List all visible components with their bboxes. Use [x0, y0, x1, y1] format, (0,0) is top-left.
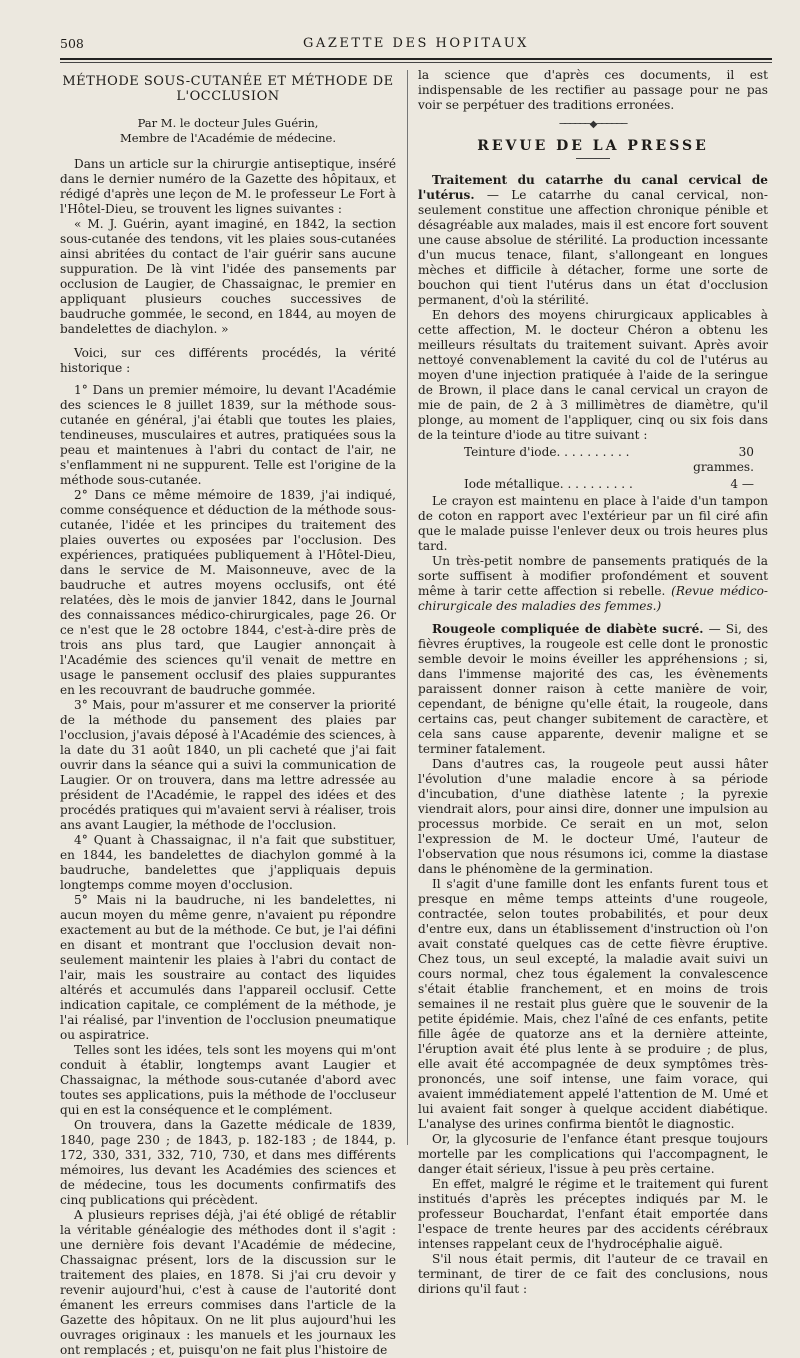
- paragraph: Voici, sur ces différents procédés, la vérité historique :: [60, 346, 396, 375]
- page-header: [60, 30, 772, 60]
- formula-value: 4 —: [730, 477, 754, 491]
- paragraph: On trouvera, dans la Gazette médicale de 1839, 1840, page 230 ; de 1843, p. 182-183 ; de 1844, p. 172, 330, 331, 332, 710, 730, et dans mes différents mémoires, lus devant les Académies des sciences et de médecine, tous les documents confirmatifs des cinq publications qui précèdent.: [60, 1118, 396, 1207]
- article-title: Rougeole compliquée de diabète sucré.: [432, 622, 704, 636]
- continuation-paragraph: la science que d'après ces documents, il est indispensable de les rectifier au passage pour ne pas voir se perpétuer des traditions erronées.: [418, 68, 768, 112]
- article-paragraph: Or, la glycosurie de l'enfance étant presque toujours mortelle par les complications qui l'accompagnent, le danger était sérieux, l'issue à peu près certaine.: [418, 1132, 768, 1176]
- column-divider: [407, 70, 408, 1145]
- author-line: Par M. le docteur Jules Guérin,: [137, 116, 319, 130]
- journal-title: GAZETTE DES HOPITAUX: [303, 36, 529, 51]
- article-title: Traitement du catarrhe du canal cervical de l'utérus.: [418, 173, 768, 202]
- article-title: MÉTHODE SOUS-CUTANÉE ET MÉTHODE DE L'OCCLUSION: [62, 74, 394, 104]
- article-paragraph: En effet, malgré le régime et le traitement qui furent institués d'après les préceptes indiqués par M. le professeur Bouchardat, l'enfant était emportée dans l'espace de trente heures par des accidents cérébraux intenses rappelant ceux de l'hydrocéphalie aiguë.: [418, 1177, 768, 1251]
- article-text: Un très-petit nombre de pansements pratiqués de la sorte suffisent à modifier profondément et souvent même à tarir cette affection si rebelle.: [418, 554, 768, 598]
- paragraph: 2° Dans ce même mémoire de 1839, j'ai indiqué, comme conséquence et déduction de la méthode sous-cutanée, l'idée et les principes du traitement des plaies ouvertes ou exposées par l'occlusion. Des expériences, pratiquées publiquement à l'Hôtel-Dieu, dans le service de M. Maisonneuve, avec de la baudruche et autres moyens occlusifs, ont été relatées, dès le mois de janvier 1842, dans le Journal des connaissances médico-chirurgicales, page 26. Or ce n'est que le 28 octobre 1844, c'est-à-dire près de trois ans plus tard, que Laugier annonçait à l'Académie des sciences qu'il venait de mettre en usage le pansement occlusif des plaies suppurantes en les recouvrant de baudruche gommée.: [60, 488, 396, 697]
- formula-label: Teinture d'iode. . . . . . . . . .: [464, 445, 630, 459]
- formula-value: 30 grammes.: [693, 445, 754, 474]
- ornament-rule: ──────◆──────: [559, 119, 627, 130]
- article-text: — Si, des fièvres éruptives, la rougeole est celle dont le pronostic semble devoir le moins éveiller les appréhensions ; si, dans l'immense majorité des cas, les évènements paraissent donner raison à cette manière de voir, cependant, de bénigne qu'elle était, la rougeole, dans certains cas, peut changer subitement de caractère, et cela sans cause apparente, devenir maligne et se terminer fatalement.: [418, 622, 768, 756]
- paragraph: 3° Mais, pour m'assurer et me conserver la priorité de la méthode du pansement des plaies par l'occlusion, j'avais déposé à l'Académie des sciences, à la date du 31 août 1840, un pli cacheté que j'ai fait ouvrir dans la séance qui a suivi la communication de Laugier. Or on trouvera, dans ma lettre adressée au président de l'Académie, le rappel des idées et des procédés pratiques qui m'avaient servi à réaliser, trois ans avant Laugier, la méthode de l'occlusion.: [60, 698, 396, 832]
- quote-paragraph: « M. J. Guérin, ayant imaginé, en 1842, la section sous-cutanée des tendons, vit les plaies sous-cutanées ainsi abritées du contact de l'air guérir sans aucune suppuration. De là vint l'idée des pansements par occlusion de Laugier, de Chassaignac, le premier en appliquant plusieurs couches successives de baudruche gommée, le second, en 1844, au moyen de bandelettes de diachylon. »: [60, 217, 396, 336]
- paragraph: Dans un article sur la chirurgie antiseptique, inséré dans le dernier numéro de la Gazette des hôpitaux, et rédigé d'après une leçon de M. le professeur Le Fort à l'Hôtel-Dieu, se trouvent les lignes suivantes :: [60, 157, 396, 216]
- paragraph: 5° Mais ni la baudruche, ni les bandelettes, ni aucun moyen du même genre, n'avaient pu répondre exactement au but de la méthode. Ce but, je l'ai défini en disant et montrant que l'occlusion devait non-seulement maintenir les plaies à l'abri du contact de l'air, mais les soustraire au contact des liquides altérés et accumulés dans l'appareil occlusif. Cette indication capitale, ce complément de la méthode, je l'ai réalisé, par l'invention de l'occlusion pneumatique ou aspiratrice.: [60, 893, 396, 1042]
- article-paragraph: Dans d'autres cas, la rougeole peut aussi hâter l'évolution d'une maladie encore à sa période d'incubation, d'une diathèse latente ; la pyrexie viendrait alors, pour ainsi dire, donner une impulsion au processus morbide. Ce serait en un mot, selon l'expression de M. le docteur Umé, l'auteur de l'observation que nous résumons ici, comme la diastase dans le phénomène de la germination.: [418, 757, 768, 876]
- article-paragraph: S'il nous était permis, dit l'auteur de ce travail en terminant, de tirer de ce fait des conclusions, nous dirions qu'il faut :: [418, 1252, 768, 1296]
- header-rule: [60, 58, 772, 60]
- author-affiliation: Membre de l'Académie de médecine.: [120, 131, 336, 145]
- formula-row: [464, 477, 768, 492]
- paragraph: Telles sont les idées, tels sont les moyens qui m'ont conduit à établir, longtemps avant Laugier et Chassaignac, la méthode sous-cutanée d'abord avec toutes ses applications, puis la méthode de l'occluseur qui en est la conséquence et le complément.: [60, 1043, 396, 1117]
- section-rule: [576, 158, 610, 159]
- article-byline: [60, 116, 396, 146]
- article-paragraph: [418, 173, 768, 308]
- article-paragraph: [418, 554, 768, 614]
- article-source: (Revue médico-chirurgicale des maladies des femmes.): [418, 584, 768, 613]
- formula-label: Iode métallique. . . . . . . . . .: [464, 477, 633, 491]
- article-text: — Le catarrhe du canal cervical, non-seulement constitue une affection chronique pénible et désagréable aux malades, mais il est encore fort souvent une cause absolue de stérilité. La production incessante d'un mucus tenace, filant, s'allongeant en longues mèches et difficile à détacher, forme une sorte de bouchon qui tient l'utérus dans un état d'occlusion permanent, d'où la stérilité.: [418, 188, 768, 307]
- section-heading: REVUE DE LA PRESSE: [477, 138, 709, 154]
- left-column: [60, 68, 396, 1358]
- article-paragraph: Il s'agit d'une famille dont les enfants furent tous et presque en même temps atteints d'une rougeole, contractée, selon toutes probabilités, et pour deux d'entre eux, dans un établissement d'instruction où l'on avait constaté quelques cas de cette fièvre éruptive. Chez tous, un seul excepté, la maladie avait suivi un cours normal, chez tous également la convalescence s'était établie franchement, et en moins de trois semaines il ne restait plus guère que le souvenir de la petite épidémie. Mais, chez l'aîné de ces enfants, petite fille âgée de quatorze ans et la dernière atteinte, l'éruption avait été plus lente à se produire ; de plus, elle avait été accompagnée de deux symptômes très-prononcés, une soif intense, une faim vorace, qui avaient immédiatement appelé l'attention de M. Umé et lui avaient fait songer à quelque accident diabétique. L'analyse des urines confirma bientôt le diagnostic.: [418, 877, 768, 1131]
- article-paragraph: En dehors des moyens chirurgicaux applicables à cette affection, M. le docteur Chéron a obtenu les meilleurs résultats du traitement suivant. Après avoir nettoyé convenablement la cavité du col de l'utérus au moyen d'une injection pratiquée à l'aide de la seringue de Brown, il place dans le canal cervical un crayon de mie de pain, de 2 à 3 millimètres de diamètre, qu'il plonge, au moment de l'appliquer, cinq ou six fois dans de la teinture d'iode au titre suivant :: [418, 308, 768, 442]
- paragraph: A plusieurs reprises déjà, j'ai été obligé de rétablir la véritable généalogie des méthodes dont il s'agit : une dernière fois devant l'Académie de médecine, Chassaignac présent, lors de la discussion sur le traitement des plaies, en 1878. Si j'ai cru devoir y revenir aujourd'hui, c'est à cause de l'autorité dont émanent les erreurs commises dans l'article de la Gazette des hôpitaux. On ne lit plus aujourd'hui les ouvrages originaux : les manuels et les journaux les ont remplacés ; et, puisqu'on ne fait plus l'histoire de: [60, 1208, 396, 1357]
- paragraph: 1° Dans un premier mémoire, lu devant l'Académie des sciences le 8 juillet 1839, sur la méthode sous-cutanée en général, j'ai établi que toutes les plaies, tendineuses, musculaires et autres, pratiquées sous la peau et maintenues à l'abri du contact de l'air, ne s'enflamment ni ne suppurent. Telle est l'origine de la méthode sous-cutanée.: [60, 383, 396, 487]
- page-number: 508: [60, 36, 84, 51]
- right-column: [418, 68, 768, 1297]
- paragraph: 4° Quant à Chassaignac, il n'a fait que substituer, en 1844, les bandelettes de diachylon gommé à la baudruche, bandelettes que j'appliquais depuis longtemps comme moyen d'occlusion.: [60, 833, 396, 892]
- formula-row: [464, 445, 768, 475]
- article-paragraph: Le crayon est maintenu en place à l'aide d'un tampon de coton en rapport avec l'extérieur par un fil ciré afin que le malade puisse l'enlever deux ou trois heures plus tard.: [418, 494, 768, 553]
- article-paragraph: [418, 622, 768, 757]
- header-rule-thin: [60, 62, 772, 63]
